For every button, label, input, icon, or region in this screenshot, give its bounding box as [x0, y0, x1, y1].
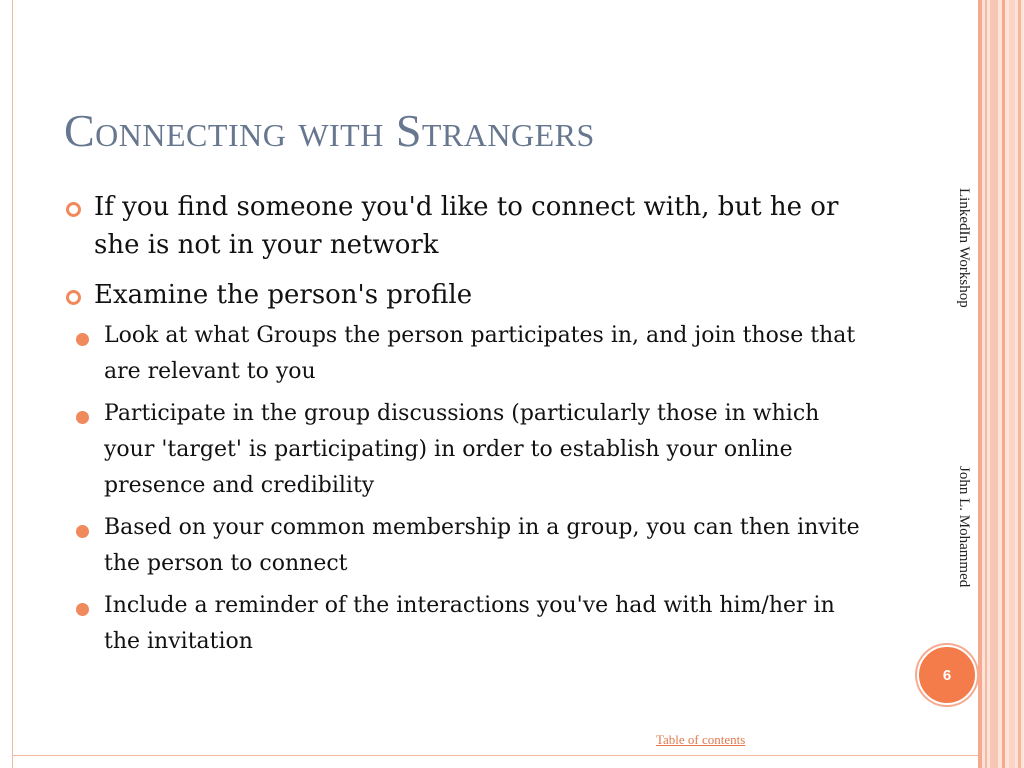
sub-bullet-text: Look at what Groups the person participates in, and join those that are relevant to you [104, 323, 856, 384]
dot-bullet-icon [76, 603, 89, 616]
bullet-item [64, 188, 874, 264]
stripe [1002, 0, 1005, 768]
stripe [1018, 0, 1021, 768]
dot-bullet-icon [76, 333, 89, 346]
page-number-badge: 6 [917, 645, 977, 705]
sub-bullet-item [64, 318, 874, 390]
sub-bullet-list [94, 318, 874, 660]
sub-bullet-text: Include a reminder of the interactions you've had with him/her in the invitation [104, 593, 835, 654]
dot-bullet-icon [76, 525, 89, 538]
sub-bullet-text: Based on your common membership in a group, you can then invite the person to connect [104, 515, 860, 576]
bullet-list [64, 188, 874, 672]
dot-bullet-icon [76, 411, 89, 424]
sub-bullet-text: Participate in the group discussions (particularly those in which your 'target' is participating) in order to establish your online presence and credibility [104, 401, 820, 498]
stripe [1009, 0, 1015, 768]
sub-bullet-item [64, 396, 874, 504]
stripe [990, 0, 998, 768]
footer-author-label: John L. Mohammed [956, 466, 972, 588]
bullet-item [64, 276, 874, 660]
sub-bullet-item [64, 588, 874, 660]
sub-bullet-item [64, 510, 874, 582]
ring-bullet-icon [66, 290, 81, 305]
stripe [978, 0, 982, 768]
stripe [985, 0, 987, 768]
bullet-text: If you find someone you'd like to connect with, but he or she is not in your network [94, 192, 839, 260]
slide-frame-bottom [12, 755, 982, 756]
table-of-contents-link[interactable]: Table of contents [656, 732, 746, 747]
footer-workshop-label: LinkedIn Workshop [956, 188, 972, 308]
ring-bullet-icon [66, 202, 81, 217]
decorative-stripes [978, 0, 1024, 768]
bullet-text: Examine the person's profile [94, 280, 473, 310]
slide-frame-left [12, 0, 13, 768]
slide-title: Connecting with Strangers [64, 105, 595, 156]
